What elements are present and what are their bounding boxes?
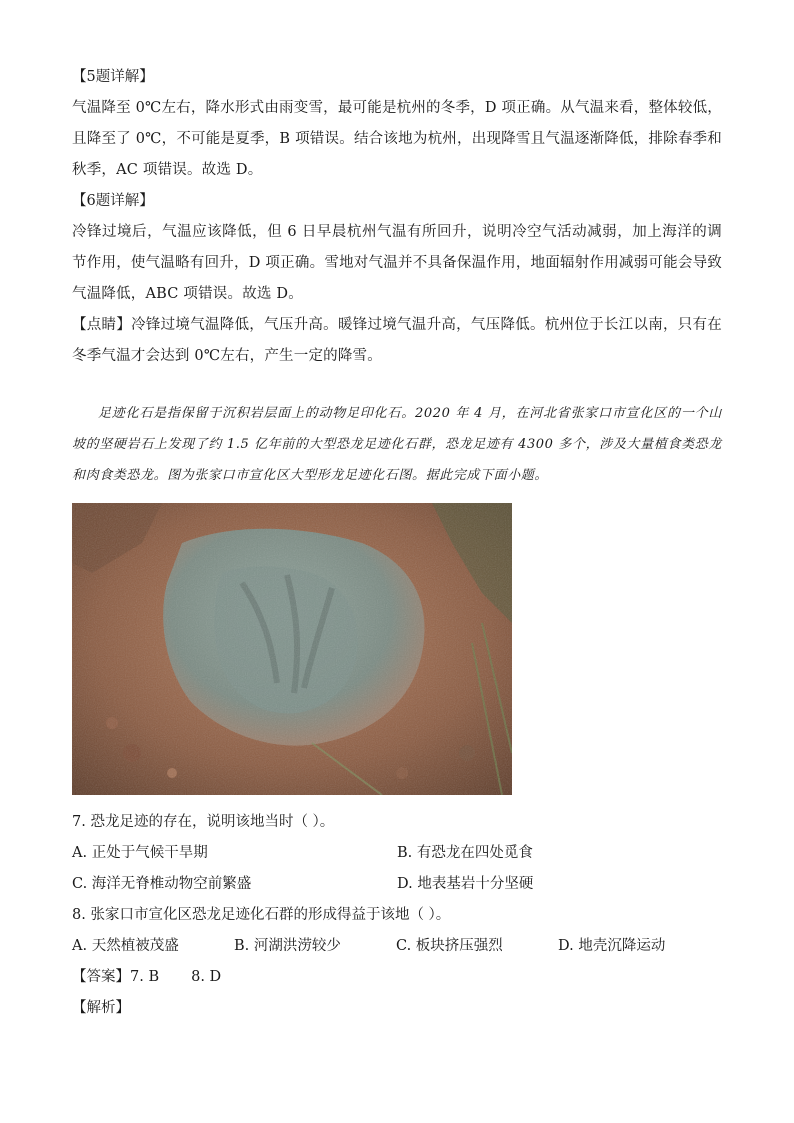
document-page [72, 62, 722, 1024]
question-8-option-a[interactable]: A. 天然植被茂盛 [72, 938, 179, 954]
analysis-label: 【解析】 [72, 1000, 130, 1016]
question-intro: 足迹化石是指保留于沉积岩层面上的动物足印化石。2020 年 4 月，在河北省张家口市宣化区的一个山坡的坚硬岩石上发现了约 1.5 亿年前的大型恐龙足迹化石群，恐龙足迹有 4300 多个，涉及大量植食类恐龙和肉食类恐龙。图为张家口市宣化区大型形龙足迹化石图。据此完成下面小题。 [72, 406, 722, 483]
question-8-stem: 8. 张家口市宣化区恐龙足迹化石群的形成得益于该地（ ）。 [72, 907, 451, 923]
section6-heading: 【6题详解】 [72, 193, 154, 209]
question-7-option-d[interactable]: D. 地表基岩十分坚硬 [397, 876, 534, 892]
question-8-option-d[interactable]: D. 地壳沉降运动 [558, 938, 666, 954]
section5-heading: 【5题详解】 [72, 69, 154, 85]
question-7-stem: 7. 恐龙足迹的存在，说明该地当时（ ）。 [72, 814, 335, 830]
section6-body: 冷锋过境后，气温应该降低，但 6 日早晨杭州气温有所回升，说明冷空气活动减弱，加上海洋的调节作用，使气温略有回升，D 项正确。雪地对气温并不具备保温作用，地面辐射作用减弱可能会导致气温降低，ABC 项错误。故选 D。 [72, 224, 722, 302]
question-7-option-c[interactable]: C. 海洋无脊椎动物空前繁盛 [72, 876, 252, 892]
answer-7: 7. B [130, 969, 160, 985]
question-8-options [72, 931, 722, 962]
question-7-option-b[interactable]: B. 有恐龙在四处觅食 [397, 845, 533, 861]
answer-line [72, 962, 722, 993]
answer-label: 【答案】 [72, 969, 130, 985]
question-7-option-a[interactable]: A. 正处于气候干旱期 [72, 845, 208, 861]
dinosaur-footprint-photo [72, 503, 512, 795]
question-7-options-row1 [72, 838, 722, 869]
question-8-option-b[interactable]: B. 河湖洪涝较少 [234, 938, 341, 954]
question-7-options-row2 [72, 869, 722, 900]
dianjing-note: 【点睛】冷锋过境气温降低，气压升高。暖锋过境气温升高，气压降低。杭州位于长江以南，只有在冬季气温才会达到 0℃左右，产生一定的降雪。 [72, 317, 722, 364]
section5-body: 气温降至 0℃左右，降水形式由雨变雪，最可能是杭州的冬季，D 项正确。从气温来看，整体较低，且降至了 0℃，不可能是夏季，B 项错误。结合该地为杭州，出现降雪且气温逐渐降低，排除春季和秋季，AC 项错误。故选 D。 [72, 100, 722, 178]
answer-8: 8. D [191, 969, 222, 985]
question-8-option-c[interactable]: C. 板块挤压强烈 [396, 938, 503, 954]
